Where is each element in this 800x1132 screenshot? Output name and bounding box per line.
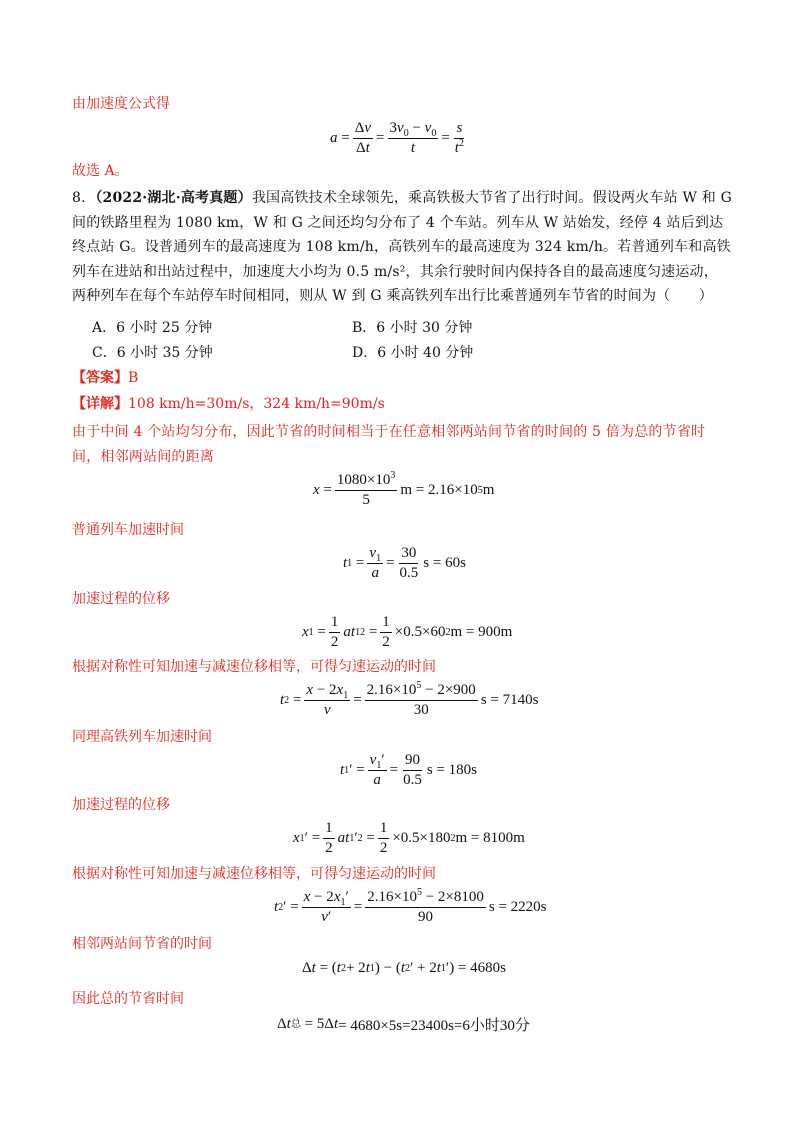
step-5-text: 同理高铁列车加速时间 (72, 729, 212, 745)
question-source: （2022·湖北·高考真题） (95, 190, 252, 206)
formula-t2: t 2 = $\frac{x - 2x_1}{v}$ = $\frac{2.16\times 10^5 - 2\times 900}{30}$ s = 7140s (280, 680, 539, 718)
step-1-text: 由于中间 4 个站均匀分布，因此节省的时间相当于在任意相邻两站间节省的时间的 5 倍为总的节省时间，相邻两站间的距离 (72, 424, 706, 465)
option-d: D．6 小时 40 分钟 (352, 345, 474, 361)
question-number: 8． (72, 190, 96, 206)
answer-label: 【答案】 (72, 370, 128, 386)
step-4-text: 根据对称性可知加速与减速位移相等，可得匀速运动的时间 (72, 659, 436, 675)
step-7-text: 根据对称性可知加速与减速位移相等，可得匀速运动的时间 (72, 866, 436, 882)
formula-t2-prime: t 2 ′ = $\frac{x - 2x_1'}{v'}$ = $\frac{2.16\times 10^5 - 2\times 8100}{90}$ s = 2220s (274, 887, 547, 925)
step-2-text: 普通列车加速时间 (72, 522, 184, 538)
step-3-text: 加速过程的位移 (72, 591, 170, 607)
option-a: A．6 小时 25 分钟 (92, 320, 213, 336)
option-c: C．6 小时 35 分钟 (92, 345, 213, 361)
conclusion-text: 故选 A。 (72, 163, 129, 179)
option-b: B．6 小时 30 分钟 (352, 320, 473, 336)
detail-label: 【详解】 (72, 396, 128, 412)
question-text: 我国高铁技术全球领先，乘高铁极大节省了出行时间。假设两火车站 W 和 G 间的铁路里程为 1080 km，W 和 G 之间还均匀分布了 4 个车站。列车从 W 站始发，经停 4 站后到达终点站 G。设普通列车的最高速度为 108 km/h，高铁列车的最高速度为 324 km/h。若普通列车和高铁列车在进站和出站过程中，加速度大小均为 0.5 m/s²，其余行驶时间内保持各自的最高速度匀速运动，两种列车在每个车站停车时间相同，则从 W 到 G 乘高铁列车出行比乘普通列车节省的时间为（ ） (72, 190, 732, 304)
formula-total-saved: Δ t 总 = 5Δ t = 4680×5s=23400s=6小时30分 (277, 1016, 530, 1034)
step-9-text: 因此总的节省时间 (72, 991, 184, 1007)
unit-conversion: 108 km/h=30m/s，324 km/h=90m/s (128, 396, 385, 412)
formula-intro-label: 由加速度公式得 (72, 96, 170, 112)
formula-delta-t: Δ t = ( t 2 + 2 t 1 ) − ( t 2 ′ + 2 t 1 ′) = 4680s (302, 960, 506, 976)
formula-distance: x = $\frac{1080\times 10^3}{5}$ m = 2.16×10 5 m (313, 470, 495, 508)
question-8 (72, 186, 732, 309)
formula-x1: x 1 = $\frac{1}{2}$ at 1 2 = $\frac{1}{2}$ ×0.5×60 2 m = 900m (302, 614, 513, 650)
formula-t1-prime: t 1 ′ = $\frac{v_1'}{a}$ = $\frac{90}{0.5}$ s = 180s (340, 752, 477, 788)
acceleration-formula: a = $\frac{\Delta v}{\Delta t}$ = $\frac{3v_0 - v_0}{t}$ = $\frac{s}{t^2}$ (330, 120, 464, 156)
answer-value: B (128, 370, 139, 386)
step-6-text: 加速过程的位移 (72, 797, 170, 813)
answer-line (72, 368, 138, 388)
formula-t1: t 1 = $\frac{v_1}{a}$ = $\frac{30}{0.5}$ s = 60s (343, 545, 466, 581)
formula-x1-prime: x 1 ′ = $\frac{1}{2}$ at 1 ′ 2 = $\frac{1}{2}$ ×0.5×180 2 m = 8100m (293, 820, 525, 856)
step-8-text: 相邻两站间节省的时间 (72, 936, 212, 952)
detail-first-line (72, 394, 385, 414)
